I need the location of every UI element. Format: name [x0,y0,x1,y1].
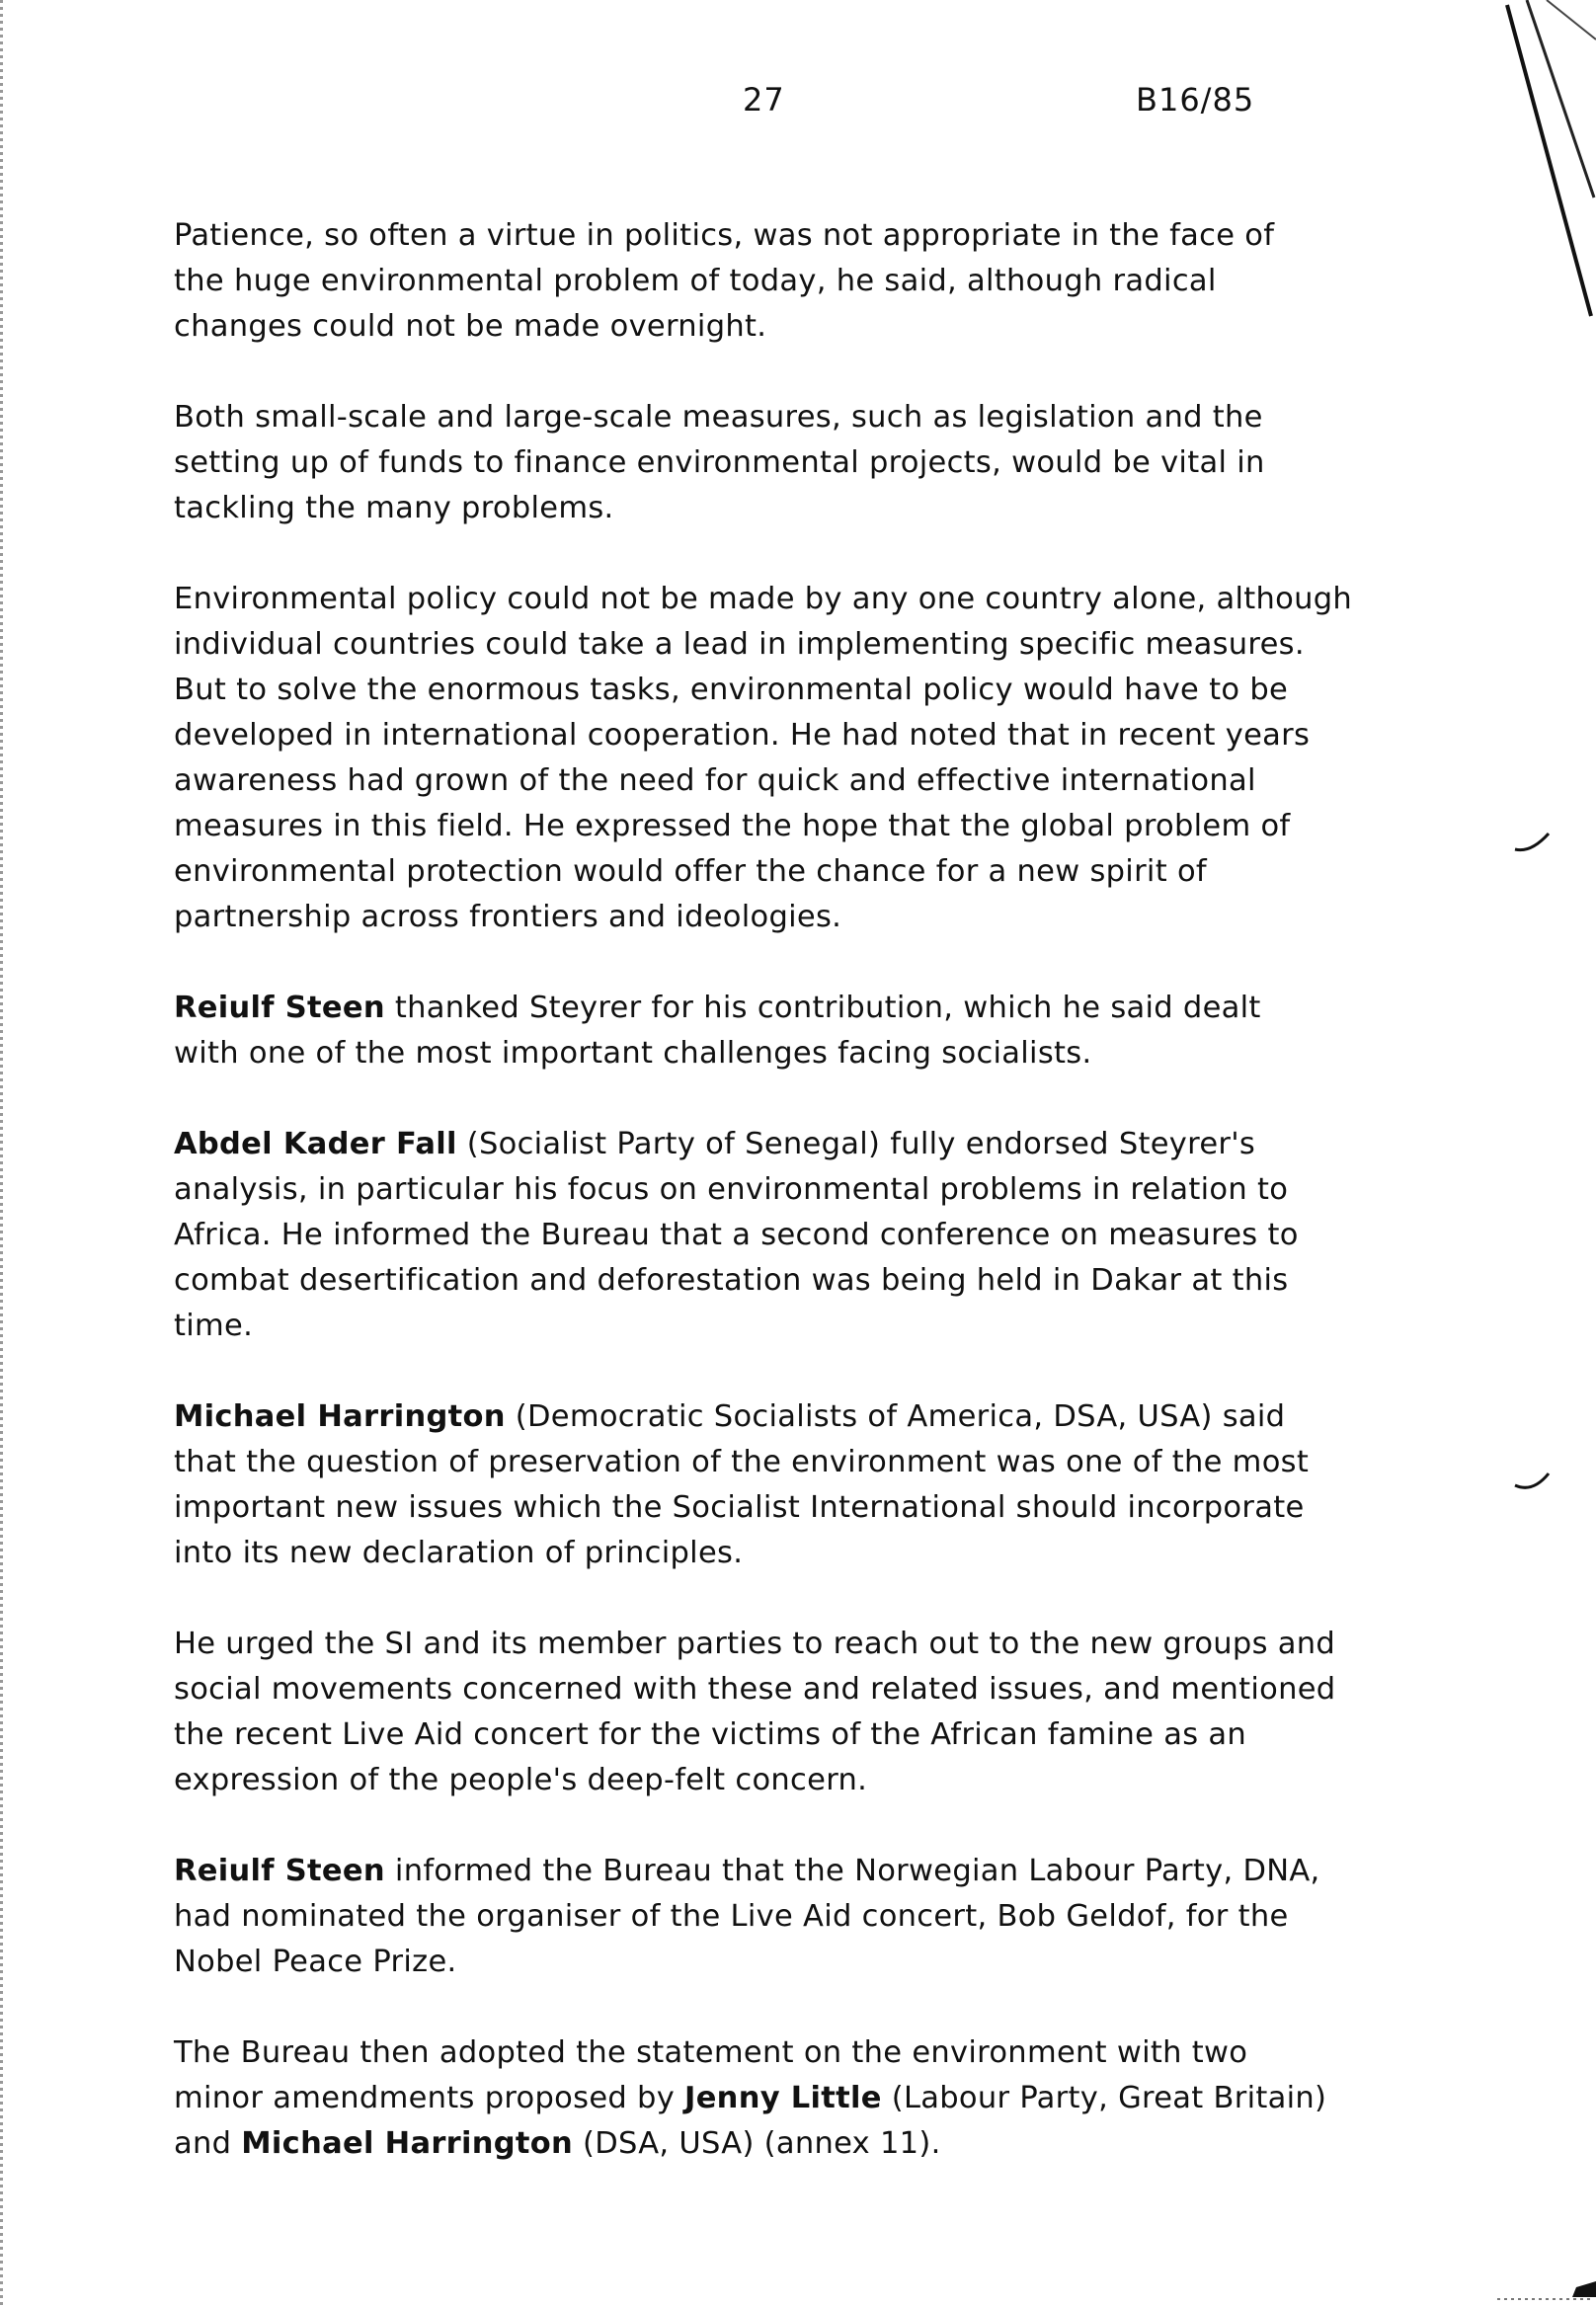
paragraph [174,1622,1349,1803]
text-line: He urged the SI and its member parties to reach out to the new groups and [174,1627,1336,1661]
text-line: Both small-scale and large-scale measures, such as legislation and the [174,400,1263,435]
paragraph [174,986,1349,1076]
text-line: changes could not be made overnight. [174,309,767,344]
paragraph [174,1122,1349,1349]
text-fragment: (Labour Party, Great Britain) [881,2081,1327,2115]
text-line [174,2076,1349,2121]
text-line: important new issues which the Socialist International should incorporate [174,1490,1305,1525]
text-line: Patience, so often a virtue in politics, was not appropriate in the face of [174,218,1275,253]
text-line: combat desertification and deforestation was being held in Dakar at this [174,1263,1289,1298]
text-line: had nominated the organiser of the Live Aid concert, Bob Geldof, for the [174,1899,1289,1934]
speaker-name: Michael Harrington [174,1399,506,1434]
text-line: environmental protection would offer the chance for a new spirit of [174,854,1207,889]
text-fragment: and [174,2126,242,2161]
text-line: Africa. He informed the Bureau that a second conference on measures to [174,1218,1299,1252]
text-line: time. [174,1309,254,1343]
text-line [174,1394,1349,1440]
paragraph [174,577,1353,940]
text-line [174,1849,1349,1894]
speaker-name: Michael Harrington [241,2126,574,2161]
text-fragment: minor amendments proposed by [174,2081,685,2115]
text-fragment: (DSA, USA) (annex 11). [573,2126,941,2161]
document-reference: B16/85 [1136,81,1255,119]
text-line: Environmental policy could not be made by any one country alone, although [174,582,1353,616]
text-line: individual countries could take a lead in implementing specific measures. [174,627,1305,662]
text-line: setting up of funds to finance environmental projects, would be vital in [174,445,1265,480]
scan-margin-line [0,0,3,2307]
text-line: developed in international cooperation. He had noted that in recent years [174,718,1311,753]
text-line: The Bureau then adopted the statement on the environment with two [174,2035,1248,2070]
scan-corner-artifact [1497,0,1596,336]
text-fragment: (Democratic Socialists of America, DSA, USA) said [505,1399,1286,1434]
paragraph [174,1849,1349,1985]
body-text [174,213,1353,2212]
text-line: social movements concerned with these and related issues, and mentioned [174,1672,1336,1707]
text-line [174,2121,1349,2167]
text-line: awareness had grown of the need for quick and effective international [174,763,1256,798]
text-line: But to solve the enormous tasks, environmental policy would have to be [174,673,1289,707]
text-line: that the question of preservation of the environment was one of the most [174,1445,1310,1479]
paragraph [174,1394,1349,1576]
handwritten-check-mark [1513,1472,1551,1493]
text-line: tackling the many problems. [174,491,614,525]
paragraph [174,213,1349,350]
text-line: expression of the people's deep-felt concern. [174,1763,868,1797]
text-line: measures in this field. He expressed the hope that the global problem of [174,809,1291,843]
text-line: partnership across frontiers and ideologies. [174,900,842,934]
text-fragment: thanked Steyrer for his contribution, which he said dealt [384,991,1261,1025]
text-line: Nobel Peace Prize. [174,1945,457,1979]
paragraph [174,2030,1349,2167]
text-line: analysis, in particular his focus on environmental problems in relation to [174,1172,1289,1207]
page-number: 27 [743,81,785,119]
text-fragment: (Socialist Party of Senegal) fully endorsed Steyrer's [456,1127,1256,1161]
paragraph [174,395,1349,531]
speaker-name: Abdel Kader Fall [174,1127,457,1161]
handwritten-check-mark [1513,832,1551,853]
speaker-name: Reiulf Steen [174,1854,385,1888]
scan-bottom-artifact [1477,2267,1596,2307]
speaker-name: Reiulf Steen [174,991,385,1025]
text-line [174,986,1349,1031]
text-line: the huge environmental problem of today, he said, although radical [174,264,1217,298]
text-line: into its new declaration of principles. [174,1536,744,1570]
text-line: with one of the most important challenges facing socialists. [174,1036,1092,1071]
text-fragment: informed the Bureau that the Norwegian Labour Party, DNA, [384,1854,1320,1888]
speaker-name: Jenny Little [684,2081,882,2115]
text-line: the recent Live Aid concert for the victims of the African famine as an [174,1717,1247,1752]
text-line [174,1122,1349,1167]
